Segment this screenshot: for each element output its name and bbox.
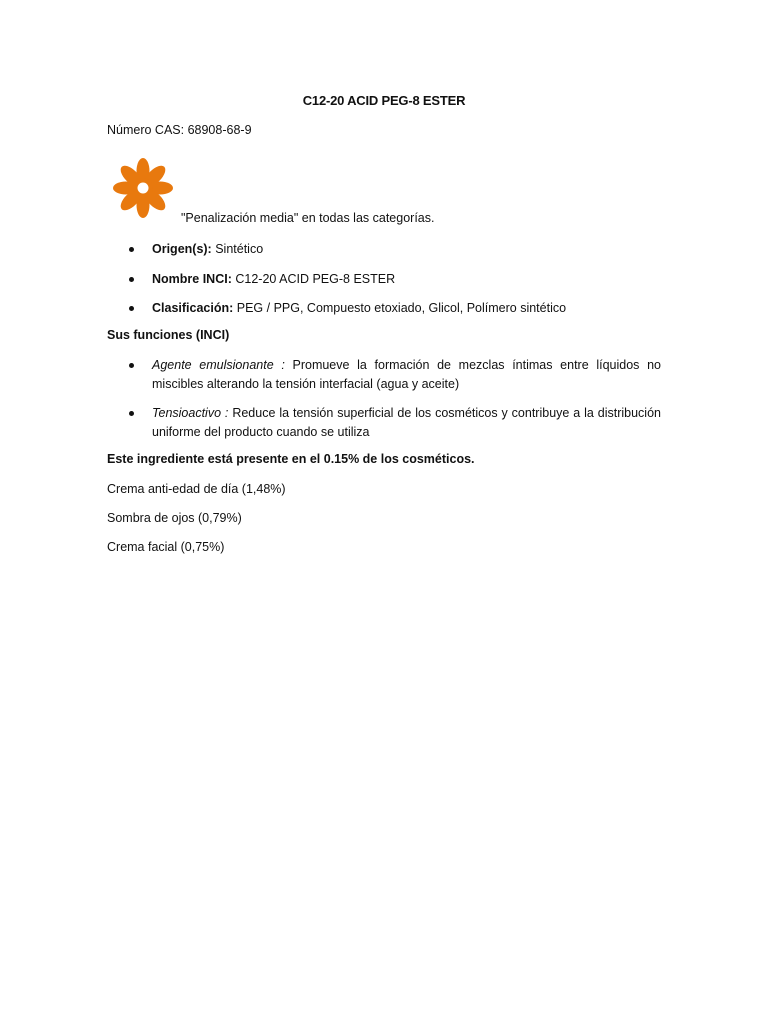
functions-heading: Sus funciones (INCI) — [107, 328, 230, 342]
bullet-icon — [129, 247, 134, 252]
product-item: Crema facial (0,75%) — [107, 540, 225, 554]
product-item: Crema anti-edad de día (1,48%) — [107, 482, 286, 496]
function-name: Agente emulsionante : — [152, 358, 285, 372]
presence-statement: Este ingrediente está presente en el 0.15% de los cosméticos. — [107, 452, 475, 466]
property-label: Nombre INCI: — [152, 272, 232, 286]
product-item: Sombra de ojos (0,79%) — [107, 511, 242, 525]
property-value: Sintético — [211, 242, 264, 256]
bullet-icon — [129, 411, 134, 416]
orange-flower-icon — [110, 155, 176, 221]
function-description: Reduce la tensión superficial de los cosméticos y contribuye a la distribución uniforme del producto cuando se utiliza — [152, 406, 661, 439]
bullet-icon — [129, 277, 134, 282]
function-description: Promueve la formación de mezclas íntimas entre líquidos no miscibles alterando la tensión interfacial (agua y aceite) — [152, 358, 662, 391]
bullet-icon — [129, 306, 134, 311]
bullet-icon — [129, 363, 134, 368]
property-label: Origen(s): — [152, 242, 212, 256]
page-title: C12-20 ACID PEG-8 ESTER — [302, 93, 466, 108]
cas-number: Número CAS: 68908-68-9 — [107, 123, 252, 137]
property-value: PEG / PPG, Compuesto etoxiado, Glicol, Polímero sintético — [233, 301, 567, 315]
function-name: Tensioactivo : — [152, 406, 229, 420]
property-value: C12-20 ACID PEG-8 ESTER — [231, 272, 396, 286]
rating-text: "Penalización media" en todas las categorías. — [181, 211, 435, 225]
property-label: Clasificación: — [152, 301, 234, 315]
